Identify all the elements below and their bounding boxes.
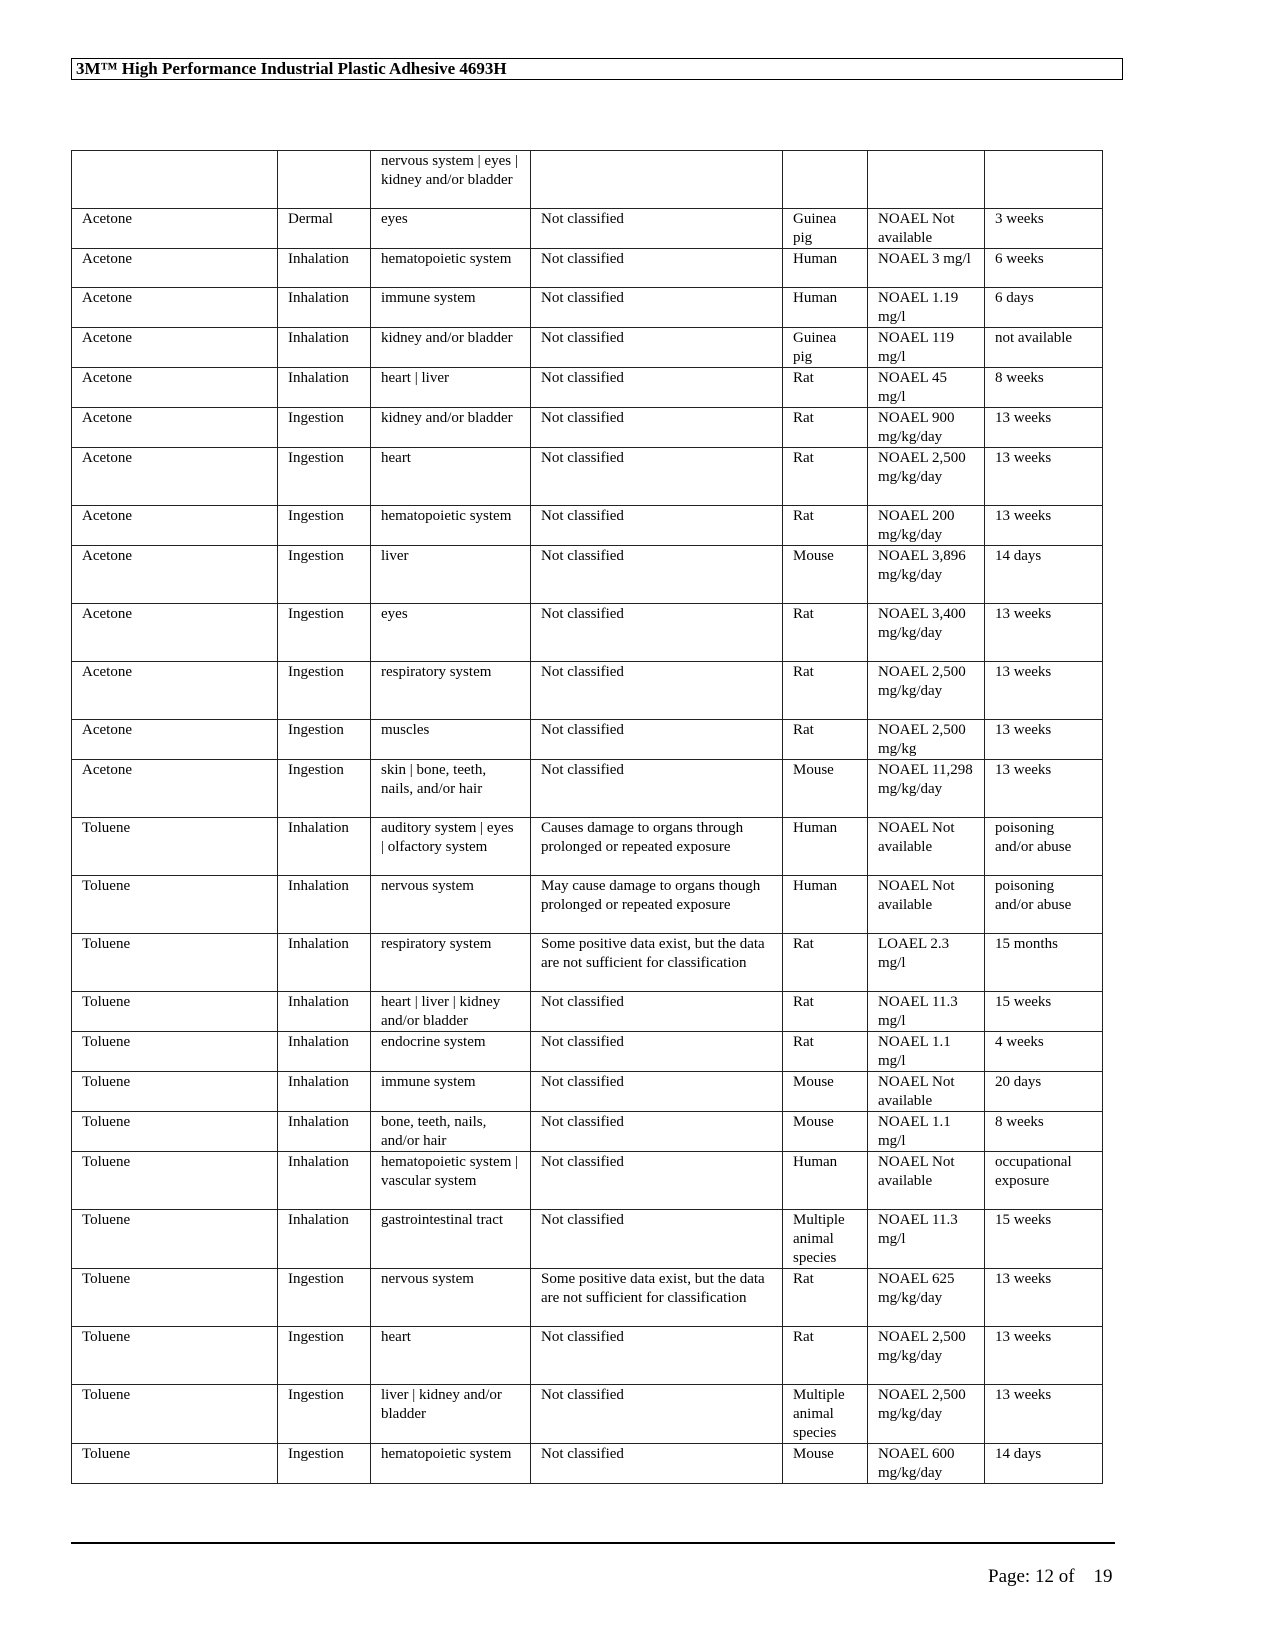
cell-substance-name: Acetone	[72, 328, 278, 368]
cell-substance-name: Acetone	[72, 408, 278, 448]
cell-exposure-duration: 13 weeks	[985, 1269, 1103, 1327]
cell-test-result: NOAEL 119 mg/l	[868, 328, 985, 368]
cell-target-organ: gastrointestinal tract	[371, 1210, 531, 1269]
table-row	[72, 249, 1103, 288]
cell-target-organ: heart | liver | kidney and/or bladder	[371, 992, 531, 1032]
table-row	[72, 1269, 1103, 1327]
table-row	[72, 1327, 1103, 1385]
cell-exposure-duration: 8 weeks	[985, 368, 1103, 408]
cell-target-organ: kidney and/or bladder	[371, 408, 531, 448]
cell-test-result: LOAEL 2.3 mg/l	[868, 934, 985, 992]
cell-species: Human	[783, 876, 868, 934]
cell-exposure-duration: 3 weeks	[985, 209, 1103, 249]
cell-exposure-duration: 13 weeks	[985, 662, 1103, 720]
cell-classification: May cause damage to organs though prolonged or repeated exposure	[531, 876, 783, 934]
cell-substance-name: Toluene	[72, 1327, 278, 1385]
cell-route	[278, 151, 371, 209]
cell-test-result: NOAEL 900 mg/kg/day	[868, 408, 985, 448]
cell-substance-name: Toluene	[72, 1385, 278, 1444]
cell-target-organ: hematopoietic system	[371, 1444, 531, 1484]
cell-target-organ: hematopoietic system	[371, 506, 531, 546]
cell-route: Inhalation	[278, 288, 371, 328]
cell-test-result: NOAEL 2,500 mg/kg/day	[868, 1327, 985, 1385]
cell-test-result: NOAEL 3,400 mg/kg/day	[868, 604, 985, 662]
cell-route: Ingestion	[278, 448, 371, 506]
cell-target-organ: endocrine system	[371, 1032, 531, 1072]
cell-substance-name: Toluene	[72, 1152, 278, 1210]
cell-substance-name: Acetone	[72, 760, 278, 818]
cell-target-organ: hematopoietic system | vascular system	[371, 1152, 531, 1210]
cell-exposure-duration	[985, 151, 1103, 209]
table-row	[72, 546, 1103, 604]
cell-substance-name: Acetone	[72, 288, 278, 328]
cell-substance-name: Toluene	[72, 934, 278, 992]
cell-test-result: NOAEL 2,500 mg/kg/day	[868, 448, 985, 506]
cell-exposure-duration: 15 weeks	[985, 992, 1103, 1032]
cell-exposure-duration: 13 weeks	[985, 760, 1103, 818]
cell-test-result: NOAEL 45 mg/l	[868, 368, 985, 408]
cell-species: Multiple animal species	[783, 1210, 868, 1269]
table-row	[72, 720, 1103, 760]
cell-exposure-duration: 14 days	[985, 546, 1103, 604]
cell-species: Rat	[783, 368, 868, 408]
cell-species: Human	[783, 1152, 868, 1210]
cell-classification: Not classified	[531, 604, 783, 662]
table-row	[72, 604, 1103, 662]
cell-target-organ: liver	[371, 546, 531, 604]
cell-test-result: NOAEL 11,298 mg/kg/day	[868, 760, 985, 818]
cell-exposure-duration: 13 weeks	[985, 720, 1103, 760]
cell-substance-name: Acetone	[72, 448, 278, 506]
cell-substance-name: Acetone	[72, 546, 278, 604]
cell-target-organ: immune system	[371, 288, 531, 328]
cell-route: Ingestion	[278, 1327, 371, 1385]
cell-species: Guinea pig	[783, 209, 868, 249]
table-row	[72, 1152, 1103, 1210]
cell-target-organ: liver | kidney and/or bladder	[371, 1385, 531, 1444]
table-row	[72, 1072, 1103, 1112]
cell-substance-name: Toluene	[72, 1112, 278, 1152]
cell-target-organ: kidney and/or bladder	[371, 328, 531, 368]
cell-target-organ: nervous system	[371, 1269, 531, 1327]
cell-species: Human	[783, 288, 868, 328]
cell-exposure-duration: 13 weeks	[985, 604, 1103, 662]
cell-substance-name: Acetone	[72, 720, 278, 760]
cell-exposure-duration: 6 weeks	[985, 249, 1103, 288]
cell-classification	[531, 151, 783, 209]
table-row	[72, 934, 1103, 992]
cell-test-result: NOAEL 600 mg/kg/day	[868, 1444, 985, 1484]
cell-classification: Not classified	[531, 546, 783, 604]
cell-exposure-duration: 4 weeks	[985, 1032, 1103, 1072]
cell-exposure-duration: 13 weeks	[985, 448, 1103, 506]
cell-target-organ: nervous system | eyes | kidney and/or bladder	[371, 151, 531, 209]
table-row	[72, 1032, 1103, 1072]
cell-substance-name: Acetone	[72, 249, 278, 288]
cell-route: Inhalation	[278, 328, 371, 368]
cell-test-result: NOAEL Not available	[868, 818, 985, 876]
cell-classification: Not classified	[531, 1210, 783, 1269]
cell-classification: Not classified	[531, 209, 783, 249]
cell-substance-name: Acetone	[72, 209, 278, 249]
cell-test-result: NOAEL Not available	[868, 209, 985, 249]
cell-substance-name: Acetone	[72, 662, 278, 720]
cell-exposure-duration: 13 weeks	[985, 1327, 1103, 1385]
cell-classification: Not classified	[531, 720, 783, 760]
cell-substance-name	[72, 151, 278, 209]
cell-target-organ: auditory system | eyes | olfactory system	[371, 818, 531, 876]
page-label: Page: 12 of	[988, 1566, 1075, 1587]
cell-species: Rat	[783, 662, 868, 720]
cell-species: Rat	[783, 992, 868, 1032]
table-row	[72, 328, 1103, 368]
cell-route: Inhalation	[278, 876, 371, 934]
document-title: 3M™ High Performance Industrial Plastic Adhesive 4693H	[76, 59, 507, 78]
cell-species: Mouse	[783, 546, 868, 604]
cell-species: Rat	[783, 1269, 868, 1327]
cell-classification: Not classified	[531, 1385, 783, 1444]
cell-exposure-duration: 15 weeks	[985, 1210, 1103, 1269]
table-row	[72, 288, 1103, 328]
cell-route: Ingestion	[278, 720, 371, 760]
cell-route: Inhalation	[278, 1032, 371, 1072]
cell-classification: Not classified	[531, 288, 783, 328]
cell-target-organ: heart	[371, 1327, 531, 1385]
table-row	[72, 992, 1103, 1032]
table-row	[72, 1210, 1103, 1269]
cell-species: Rat	[783, 720, 868, 760]
table-body	[72, 151, 1103, 1484]
cell-route: Inhalation	[278, 992, 371, 1032]
cell-route: Inhalation	[278, 1112, 371, 1152]
cell-substance-name: Toluene	[72, 1210, 278, 1269]
cell-classification: Not classified	[531, 249, 783, 288]
cell-species: Mouse	[783, 1444, 868, 1484]
cell-test-result: NOAEL 2,500 mg/kg	[868, 720, 985, 760]
cell-target-organ: immune system	[371, 1072, 531, 1112]
cell-substance-name: Acetone	[72, 368, 278, 408]
cell-exposure-duration: not available	[985, 328, 1103, 368]
cell-route: Ingestion	[278, 604, 371, 662]
cell-classification: Not classified	[531, 1072, 783, 1112]
cell-classification: Not classified	[531, 1032, 783, 1072]
cell-species: Human	[783, 818, 868, 876]
cell-classification: Not classified	[531, 506, 783, 546]
cell-classification: Some positive data exist, but the data are not sufficient for classification	[531, 934, 783, 992]
cell-target-organ: skin | bone, teeth, nails, and/or hair	[371, 760, 531, 818]
table-row	[72, 1444, 1103, 1484]
cell-substance-name: Toluene	[72, 1072, 278, 1112]
cell-substance-name: Toluene	[72, 992, 278, 1032]
cell-classification: Not classified	[531, 408, 783, 448]
cell-species: Rat	[783, 506, 868, 546]
cell-route: Inhalation	[278, 368, 371, 408]
cell-classification: Not classified	[531, 662, 783, 720]
table-row	[72, 151, 1103, 209]
cell-route: Dermal	[278, 209, 371, 249]
table-row	[72, 662, 1103, 720]
table-row	[72, 506, 1103, 546]
cell-exposure-duration: occupational exposure	[985, 1152, 1103, 1210]
cell-substance-name: Acetone	[72, 604, 278, 662]
cell-exposure-duration: 15 months	[985, 934, 1103, 992]
cell-test-result: NOAEL 11.3 mg/l	[868, 1210, 985, 1269]
table-row	[72, 209, 1103, 249]
cell-target-organ: hematopoietic system	[371, 249, 531, 288]
cell-target-organ: bone, teeth, nails, and/or hair	[371, 1112, 531, 1152]
table-row	[72, 1112, 1103, 1152]
cell-target-organ: respiratory system	[371, 934, 531, 992]
cell-exposure-duration: 14 days	[985, 1444, 1103, 1484]
cell-route: Inhalation	[278, 1072, 371, 1112]
cell-substance-name: Acetone	[72, 506, 278, 546]
cell-species: Human	[783, 249, 868, 288]
cell-test-result: NOAEL 625 mg/kg/day	[868, 1269, 985, 1327]
table-row	[72, 1385, 1103, 1444]
cell-substance-name: Toluene	[72, 1269, 278, 1327]
total-pages: 19	[1093, 1566, 1113, 1587]
cell-classification: Not classified	[531, 1152, 783, 1210]
cell-test-result: NOAEL 1.1 mg/l	[868, 1112, 985, 1152]
cell-species: Mouse	[783, 1112, 868, 1152]
cell-exposure-duration: 20 days	[985, 1072, 1103, 1112]
cell-species: Rat	[783, 934, 868, 992]
cell-classification: Not classified	[531, 1327, 783, 1385]
cell-route: Inhalation	[278, 1152, 371, 1210]
cell-route: Inhalation	[278, 1210, 371, 1269]
cell-classification: Not classified	[531, 760, 783, 818]
table-row	[72, 876, 1103, 934]
cell-target-organ: heart | liver	[371, 368, 531, 408]
cell-species: Mouse	[783, 760, 868, 818]
cell-substance-name: Toluene	[72, 876, 278, 934]
cell-classification: Not classified	[531, 448, 783, 506]
table-row	[72, 760, 1103, 818]
cell-route: Ingestion	[278, 506, 371, 546]
cell-test-result: NOAEL 2,500 mg/kg/day	[868, 1385, 985, 1444]
table-row	[72, 408, 1103, 448]
cell-test-result: NOAEL 1.1 mg/l	[868, 1032, 985, 1072]
cell-classification: Some positive data exist, but the data are not sufficient for classification	[531, 1269, 783, 1327]
cell-target-organ: muscles	[371, 720, 531, 760]
cell-species: Rat	[783, 448, 868, 506]
cell-species: Rat	[783, 408, 868, 448]
cell-target-organ: respiratory system	[371, 662, 531, 720]
cell-test-result: NOAEL 11.3 mg/l	[868, 992, 985, 1032]
cell-classification: Not classified	[531, 1444, 783, 1484]
cell-species: Rat	[783, 604, 868, 662]
target-organ-toxicity-table	[71, 150, 1103, 1484]
cell-species: Rat	[783, 1032, 868, 1072]
cell-target-organ: eyes	[371, 604, 531, 662]
cell-test-result: NOAEL 3 mg/l	[868, 249, 985, 288]
cell-exposure-duration: 8 weeks	[985, 1112, 1103, 1152]
table-row	[72, 818, 1103, 876]
cell-route: Ingestion	[278, 546, 371, 604]
cell-target-organ: eyes	[371, 209, 531, 249]
cell-target-organ: heart	[371, 448, 531, 506]
table-row	[72, 368, 1103, 408]
cell-substance-name: Toluene	[72, 1444, 278, 1484]
cell-classification: Causes damage to organs through prolonged or repeated exposure	[531, 818, 783, 876]
cell-test-result: NOAEL Not available	[868, 1152, 985, 1210]
cell-exposure-duration: poisoning and/or abuse	[985, 876, 1103, 934]
cell-test-result: NOAEL 3,896 mg/kg/day	[868, 546, 985, 604]
cell-route: Ingestion	[278, 408, 371, 448]
cell-exposure-duration: 13 weeks	[985, 408, 1103, 448]
cell-species: Multiple animal species	[783, 1385, 868, 1444]
cell-route: Ingestion	[278, 1269, 371, 1327]
cell-target-organ: nervous system	[371, 876, 531, 934]
cell-route: Ingestion	[278, 662, 371, 720]
cell-exposure-duration: poisoning and/or abuse	[985, 818, 1103, 876]
cell-exposure-duration: 6 days	[985, 288, 1103, 328]
cell-route: Inhalation	[278, 934, 371, 992]
cell-route: Ingestion	[278, 1385, 371, 1444]
cell-species: Mouse	[783, 1072, 868, 1112]
cell-test-result: NOAEL 2,500 mg/kg/day	[868, 662, 985, 720]
page-number	[988, 1566, 1113, 1588]
cell-exposure-duration: 13 weeks	[985, 506, 1103, 546]
cell-classification: Not classified	[531, 992, 783, 1032]
cell-test-result: NOAEL Not available	[868, 876, 985, 934]
cell-route: Ingestion	[278, 1444, 371, 1484]
cell-test-result	[868, 151, 985, 209]
cell-species: Rat	[783, 1327, 868, 1385]
cell-substance-name: Toluene	[72, 818, 278, 876]
cell-exposure-duration: 13 weeks	[985, 1385, 1103, 1444]
cell-species: Guinea pig	[783, 328, 868, 368]
cell-classification: Not classified	[531, 368, 783, 408]
footer-divider	[71, 1542, 1115, 1544]
cell-route: Inhalation	[278, 818, 371, 876]
cell-test-result: NOAEL 200 mg/kg/day	[868, 506, 985, 546]
cell-substance-name: Toluene	[72, 1032, 278, 1072]
cell-classification: Not classified	[531, 1112, 783, 1152]
table-row	[72, 448, 1103, 506]
cell-route: Ingestion	[278, 760, 371, 818]
document-header	[71, 58, 1123, 80]
cell-test-result: NOAEL Not available	[868, 1072, 985, 1112]
cell-test-result: NOAEL 1.19 mg/l	[868, 288, 985, 328]
cell-route: Inhalation	[278, 249, 371, 288]
cell-classification: Not classified	[531, 328, 783, 368]
cell-species	[783, 151, 868, 209]
